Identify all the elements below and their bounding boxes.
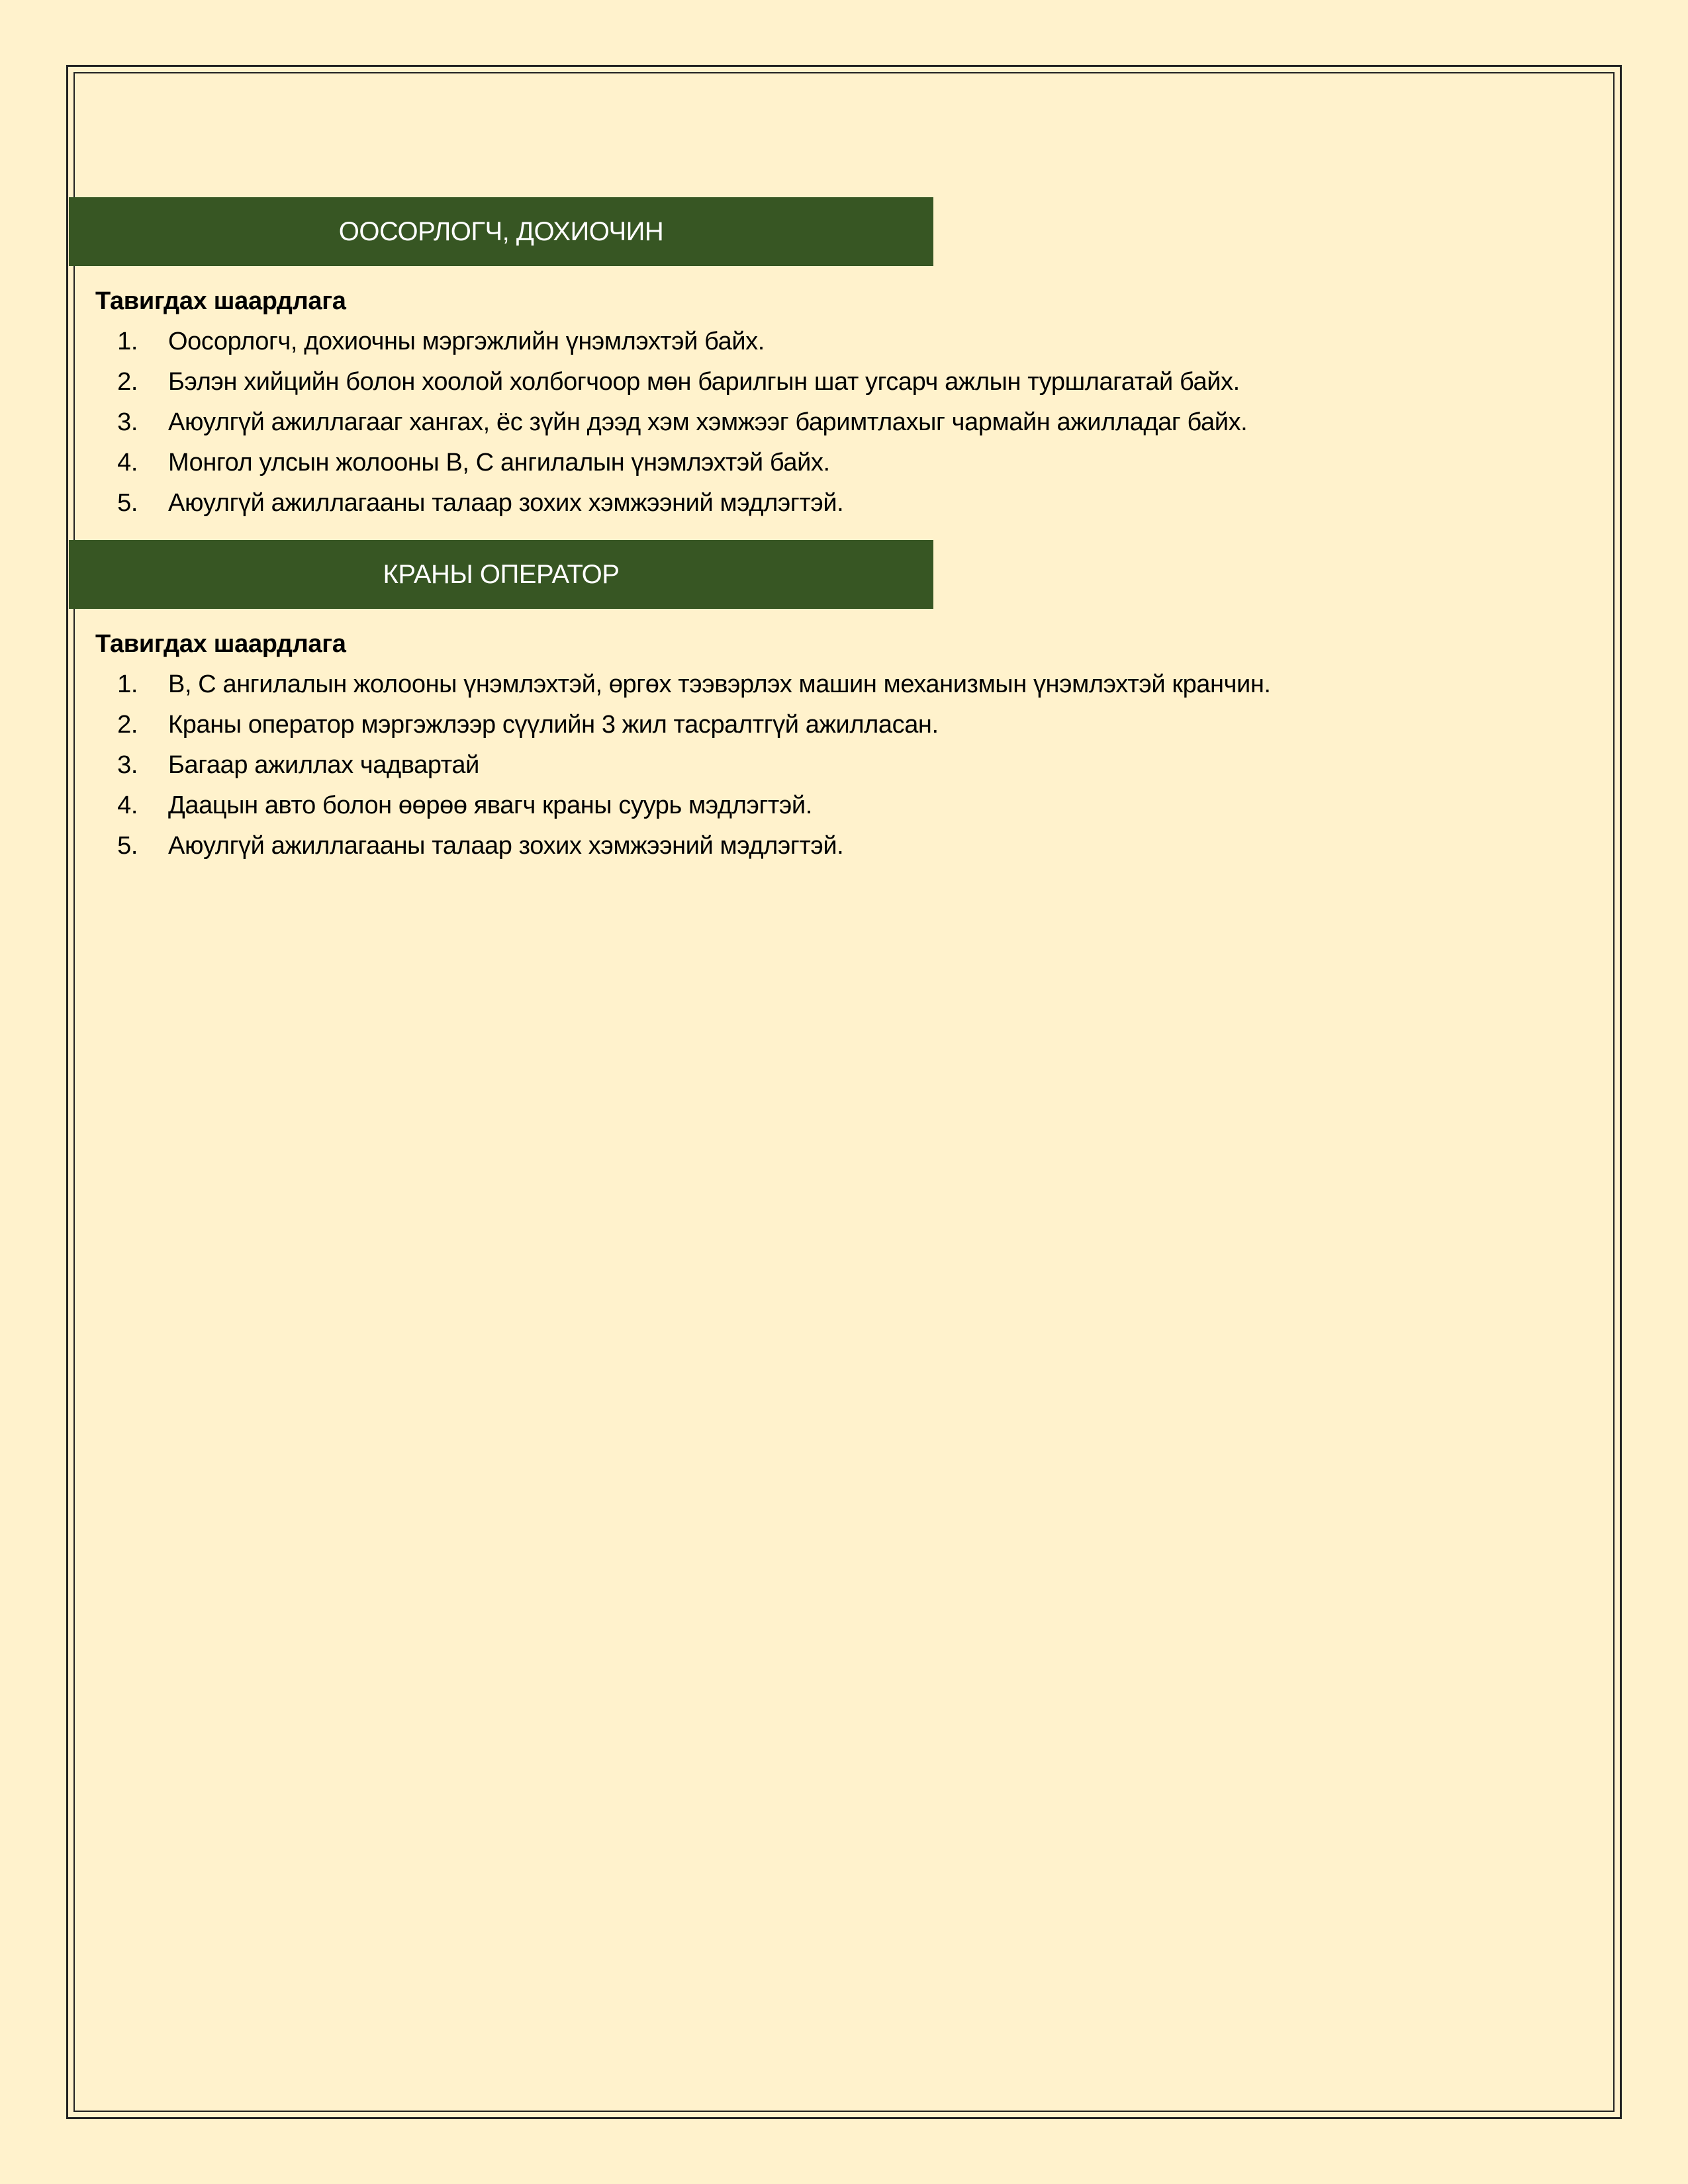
requirements-heading: Тавигдах шаардлага [95,630,346,658]
list-item-text: Аюулгүй ажиллагааг хангах, ёс зүйн дээд хэм хэмжээг баримтлахыг чармайн ажилладаг байх. [168,408,1248,436]
list-item-number: 1. [117,328,138,355]
list-item [69,705,1271,745]
list-item-number: 2. [117,711,138,739]
list-item-number: 2. [117,368,138,396]
list-item [69,826,1271,866]
list-item-number: 3. [117,751,138,779]
list-item-text: B, C ангилалын жолооны үнэмлэхтэй, өргөх тээвэрлэх машин механизмын үнэмлэхтэй кранчин. [168,670,1271,698]
requirements-list [69,322,1247,523]
list-item-text: Аюулгүй ажиллагааны талаар зохих хэмжээний мэдлэгтэй. [168,489,844,517]
list-item-number: 4. [117,792,138,819]
list-item-text: Краны оператор мэргэжлээр сүүлийн 3 жил тасралтгүй ажилласан. [168,711,939,739]
list-item-text: Аюулгүй ажиллагааны талаар зохих хэмжээний мэдлэгтэй. [168,832,844,860]
list-item-number: 5. [117,489,138,517]
list-item [69,443,1247,483]
list-item-number: 5. [117,832,138,860]
list-item [69,362,1247,402]
list-item-text: Оосорлогч, дохиочны мэргэжлийн үнэмлэхтэй байх. [168,328,765,355]
requirements-heading: Тавигдах шаардлага [95,287,346,315]
list-item-number: 1. [117,670,138,698]
section-title-banner [69,540,933,609]
list-item [69,664,1271,705]
section-title-banner [69,197,933,266]
list-item [69,322,1247,362]
list-item-text: Бэлэн хийцийн болон хоолой холбогчоор мөн барилгын шат угсарч ажлын туршлагатай байх. [168,368,1240,396]
section-title: КРАНЫ ОПЕРАТОР [383,559,620,589]
list-item [69,402,1247,443]
list-item-text: Даацын авто болон өөрөө явагч краны суурь мэдлэгтэй. [168,792,812,819]
list-item-number: 4. [117,449,138,477]
list-item-text: Монгол улсын жолооны B, C ангилалын үнэмлэхтэй байх. [168,449,830,477]
list-item [69,745,1271,786]
section-title: ООСОРЛОГЧ, ДОХИОЧИН [338,216,664,246]
list-item [69,786,1271,826]
list-item [69,483,1247,523]
section-rigger-signaler [69,197,1247,523]
list-item-text: Багаар ажиллах чадвартай [168,751,479,779]
requirements-list [69,664,1271,866]
list-item-number: 3. [117,408,138,436]
section-crane-operator [69,540,1271,866]
